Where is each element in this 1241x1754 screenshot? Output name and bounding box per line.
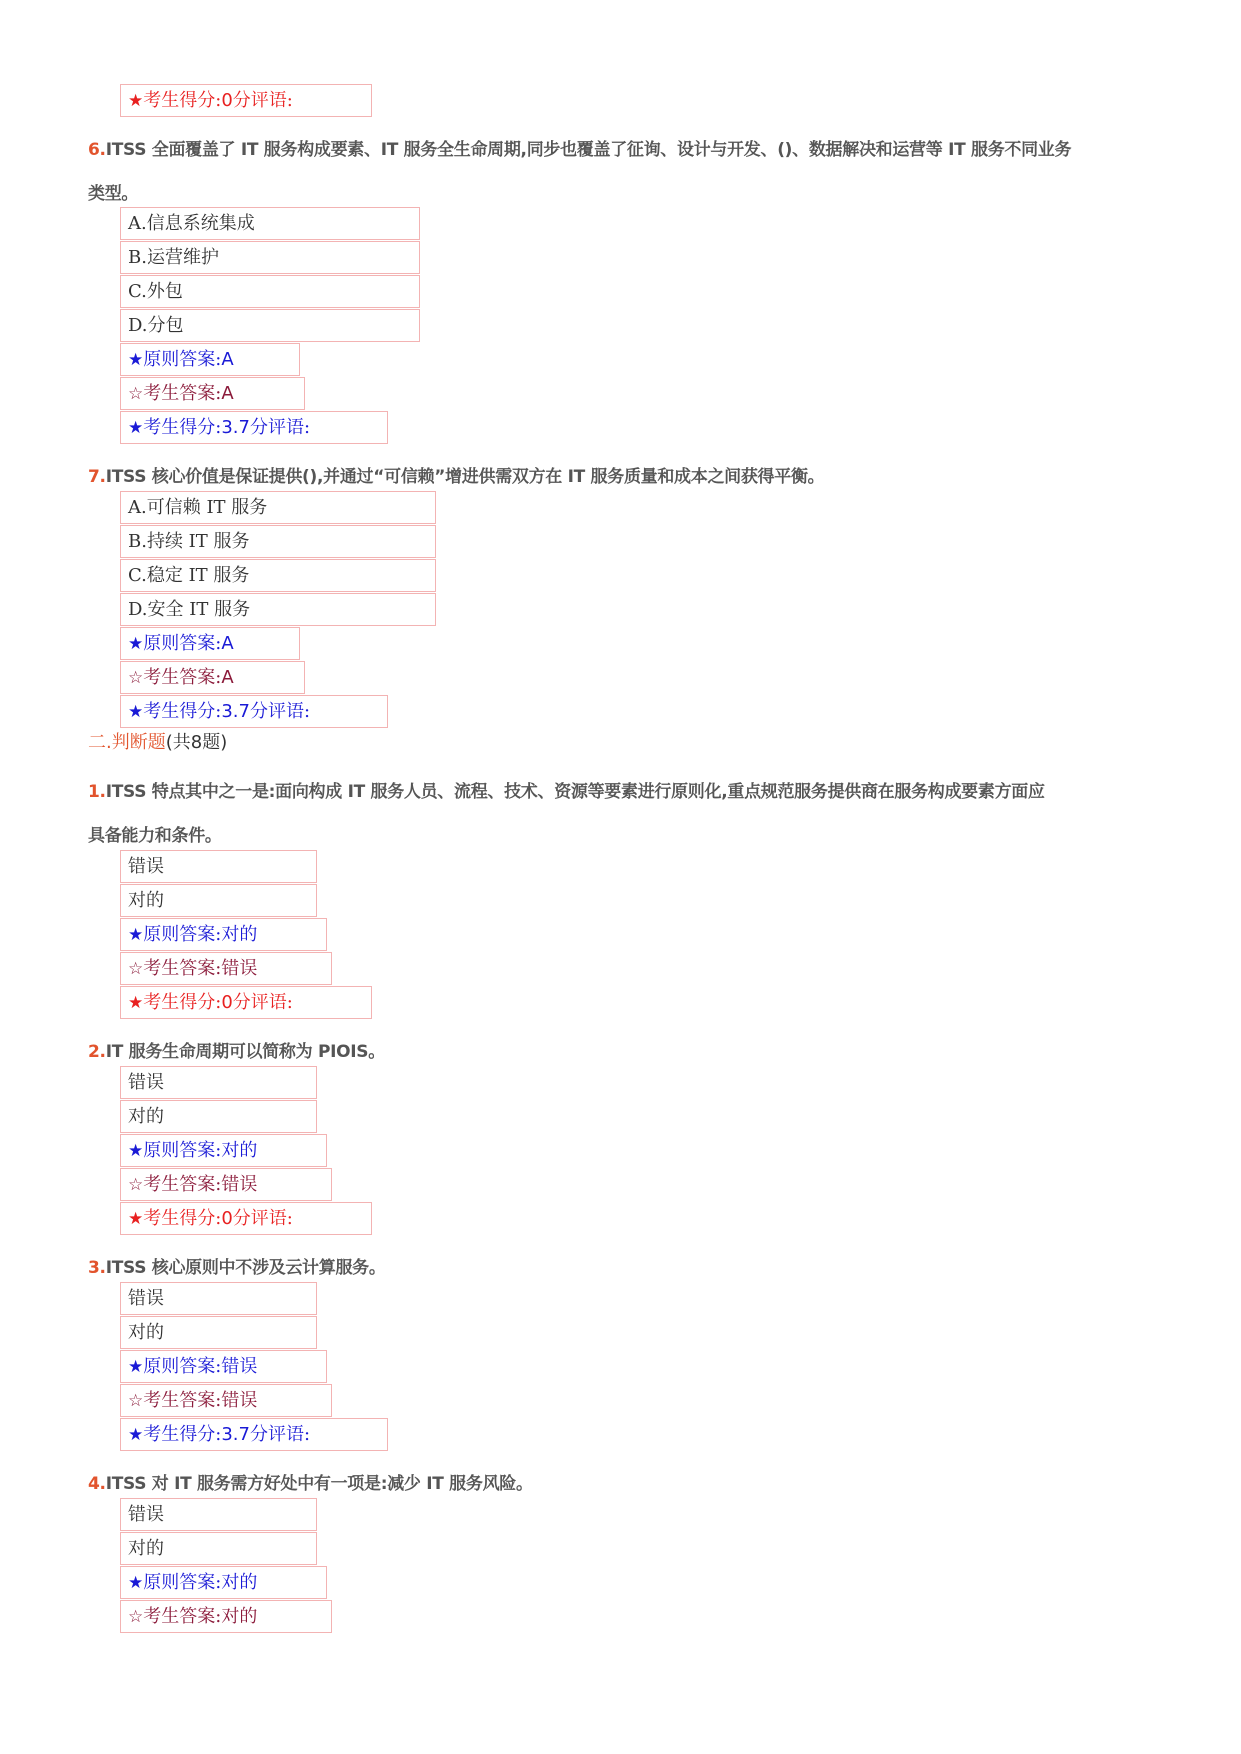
question-number: 7. <box>88 467 106 487</box>
star-icon: ★ <box>128 1209 144 1229</box>
score-box: ★考生得分:3.7分评语: <box>120 1418 388 1451</box>
star-icon: ★ <box>128 702 144 722</box>
star-icon: ★ <box>128 1357 144 1377</box>
standard-answer: ★原则答案:对的 <box>120 1134 327 1167</box>
star-icon: ★ <box>128 993 144 1013</box>
score-box: ★考生得分:3.7分评语: <box>120 411 388 444</box>
score-box: ★考生得分:0分评语: <box>120 84 372 117</box>
question-stem: 1.ITSS 特点其中之一是:面向构成 IT 服务人员、流程、技术、资源等要素进行原则化,重点规范服务提供商在服务构成要素方面应 具备能力和条件。 <box>88 782 1045 846</box>
question-stem: 2.IT 服务生命周期可以简称为 PIOIS。 <box>88 1042 385 1062</box>
star-outline-icon: ☆ <box>128 959 144 979</box>
option-right[interactable]: 对的 <box>120 1532 317 1565</box>
question-number: 4. <box>88 1474 106 1494</box>
option-b[interactable]: B.运营维护 <box>120 241 420 274</box>
star-outline-icon: ☆ <box>128 1391 144 1411</box>
score-box: ★考生得分:0分评语: <box>120 986 372 1019</box>
question-stem: 3.ITSS 核心原则中不涉及云计算服务。 <box>88 1258 386 1278</box>
option-a[interactable]: A.信息系统集成 <box>120 207 420 240</box>
option-d[interactable]: D.安全 IT 服务 <box>120 593 436 626</box>
question-number: 1. <box>88 782 106 802</box>
standard-answer: ★原则答案:对的 <box>120 918 327 951</box>
option-b[interactable]: B.持续 IT 服务 <box>120 525 436 558</box>
star-icon: ★ <box>128 1425 144 1445</box>
student-answer: ☆考生答案:错误 <box>120 1384 332 1417</box>
star-icon: ★ <box>128 634 144 654</box>
option-wrong[interactable]: 错误 <box>120 1282 317 1315</box>
option-a[interactable]: A.可信赖 IT 服务 <box>120 491 436 524</box>
star-outline-icon: ☆ <box>128 1175 144 1195</box>
question-number: 6. <box>88 140 106 160</box>
star-outline-icon: ☆ <box>128 668 144 688</box>
question-stem: 4.ITSS 对 IT 服务需方好处中有一项是:减少 IT 服务风险。 <box>88 1474 533 1494</box>
option-c[interactable]: C.稳定 IT 服务 <box>120 559 436 592</box>
student-answer: ☆考生答案:A <box>120 661 305 694</box>
star-icon: ★ <box>128 418 144 438</box>
question-stem: 7.ITSS 核心价值是保证提供(),并通过“可信赖”增进供需双方在 IT 服务质量和成本之间获得平衡。 <box>88 467 825 487</box>
standard-answer: ★原则答案:A <box>120 343 300 376</box>
star-outline-icon: ☆ <box>128 384 144 404</box>
question-number: 2. <box>88 1042 106 1062</box>
star-icon: ★ <box>128 925 144 945</box>
question-stem: 6.ITSS 全面覆盖了 IT 服务构成要素、IT 服务全生命周期,同步也覆盖了征询、设计与开发、()、数据解决和运营等 IT 服务不同业务 类型。 <box>88 140 1072 204</box>
standard-answer: ★原则答案:错误 <box>120 1350 327 1383</box>
student-answer: ☆考生答案:错误 <box>120 1168 332 1201</box>
star-icon: ★ <box>128 91 144 111</box>
standard-answer: ★原则答案:对的 <box>120 1566 327 1599</box>
option-wrong[interactable]: 错误 <box>120 1066 317 1099</box>
student-answer: ☆考生答案:错误 <box>120 952 332 985</box>
standard-answer: ★原则答案:A <box>120 627 300 660</box>
option-c[interactable]: C.外包 <box>120 275 420 308</box>
star-icon: ★ <box>128 1141 144 1161</box>
star-icon: ★ <box>128 1573 144 1593</box>
score-box: ★考生得分:3.7分评语: <box>120 695 388 728</box>
student-answer: ☆考生答案:对的 <box>120 1600 332 1633</box>
option-right[interactable]: 对的 <box>120 1100 317 1133</box>
option-right[interactable]: 对的 <box>120 1316 317 1349</box>
option-right[interactable]: 对的 <box>120 884 317 917</box>
option-wrong[interactable]: 错误 <box>120 850 317 883</box>
section-heading: 二.判断题(共8题) <box>88 732 228 753</box>
student-answer: ☆考生答案:A <box>120 377 305 410</box>
question-number: 3. <box>88 1258 106 1278</box>
option-wrong[interactable]: 错误 <box>120 1498 317 1531</box>
star-outline-icon: ☆ <box>128 1607 144 1627</box>
star-icon: ★ <box>128 350 144 370</box>
score-box: ★考生得分:0分评语: <box>120 1202 372 1235</box>
option-d[interactable]: D.分包 <box>120 309 420 342</box>
